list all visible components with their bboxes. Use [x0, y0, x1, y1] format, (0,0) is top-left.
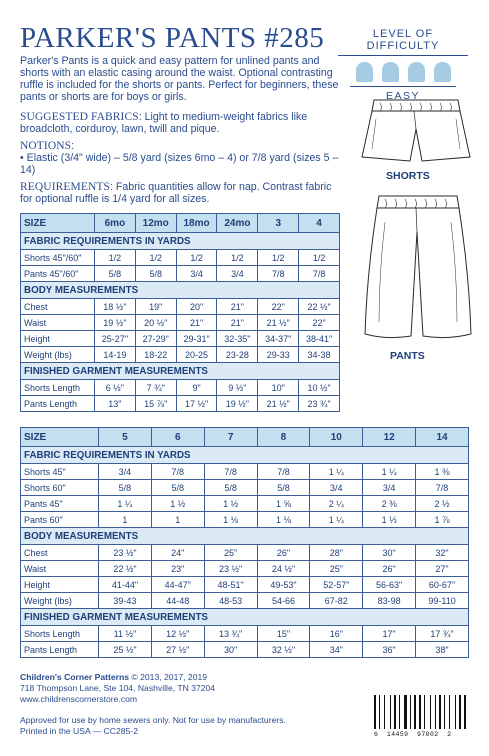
barcode-bar [455, 695, 456, 729]
table-cell: 21" [176, 315, 217, 331]
table-cell: 6 ½" [95, 380, 136, 396]
website-link[interactable]: www.childrenscornerstore.com [20, 694, 138, 704]
requirements-heading: REQUIREMENTS [20, 181, 111, 193]
table-cell: 1 ⅜ [416, 464, 469, 480]
size-label: SIZE [21, 428, 99, 447]
table-cell: 99-110 [416, 593, 469, 609]
table-cell: 67-82 [310, 593, 363, 609]
section-header: BODY MEASUREMENTS [21, 528, 469, 545]
barcode [372, 695, 472, 741]
table-cell: 1 ¼ [310, 464, 363, 480]
thimble-icon [434, 62, 451, 82]
barcode-bar [451, 695, 454, 729]
table-cell: 20-25 [176, 347, 217, 363]
table-cell: 26" [363, 561, 416, 577]
table-cell: 1/2 [217, 250, 258, 266]
size-chart-child [20, 427, 469, 658]
size-row [21, 214, 340, 233]
barcode-bar [414, 695, 416, 729]
row-label: Shorts Length [21, 626, 99, 642]
table-cell: 52-57" [310, 577, 363, 593]
barcode-bar [444, 695, 445, 729]
table-cell: 13" [95, 396, 136, 412]
table-row [21, 577, 469, 593]
table-cell: 2 ½ [416, 496, 469, 512]
row-label: Shorts 45" [21, 464, 99, 480]
difficulty-label: LEVEL OF DIFFICULTY [338, 28, 468, 56]
barcode-bar [426, 695, 429, 729]
table-cell: 17 ½" [176, 396, 217, 412]
table-cell: 27" [416, 561, 469, 577]
table-cell: 23-28 [217, 347, 258, 363]
barcode-bar [379, 695, 380, 729]
barcode-bar [439, 695, 441, 729]
table-row [21, 561, 469, 577]
row-label: Weight (lbs) [21, 593, 99, 609]
barcode-bar [394, 695, 396, 729]
table-cell: 1 ⅝ [257, 496, 310, 512]
table-cell: 11 ½" [99, 626, 152, 642]
table-cell: 18-22 [135, 347, 176, 363]
suggested-fabrics-section [20, 111, 340, 135]
row-label: Shorts 60" [21, 480, 99, 496]
barcode-digit: 2 [447, 731, 452, 738]
printed-text: Printed in the USA — CC285-2 [20, 726, 138, 736]
row-label: Chest [21, 299, 95, 315]
table-cell: 19 ½" [217, 396, 258, 412]
table-cell: 5/8 [151, 480, 204, 496]
size-cell: 7 [204, 428, 257, 447]
barcode-bar [417, 695, 418, 729]
barcode-bars [372, 695, 472, 731]
table-cell: 23 ½" [204, 561, 257, 577]
table-cell: 1/2 [176, 250, 217, 266]
table-row [21, 380, 340, 396]
barcode-bar [424, 695, 425, 729]
table-cell: 44-48 [151, 593, 204, 609]
barcode-digits: 14459 [386, 731, 409, 738]
thimble-icon [356, 62, 373, 82]
table-row [21, 396, 340, 412]
size-cell: 18mo [176, 214, 217, 233]
table-cell: 23 ½" [99, 545, 152, 561]
table-cell: 49-53" [257, 577, 310, 593]
row-label: Height [21, 331, 95, 347]
section-header: BODY MEASUREMENTS [21, 282, 340, 299]
table-cell: 1/2 [95, 250, 136, 266]
difficulty-divider [350, 86, 456, 87]
table-row [21, 315, 340, 331]
table-cell: 21 ½" [258, 396, 299, 412]
table-cell: 38-41" [299, 331, 340, 347]
barcode-bar [432, 695, 434, 729]
intro-paragraph: Parker's Pants is a quick and easy pattern for unlined pants and shorts with an elastic casing around the waist. Optional contrasting ruffle is included for the shorts or pants. Perfect for beginners, these pants or shorts are for boys or girls. [20, 55, 339, 103]
table-cell: 19" [135, 299, 176, 315]
table-cell: 24 ½" [257, 561, 310, 577]
table-cell: 21" [217, 315, 258, 331]
table-cell: 13 ¾" [204, 626, 257, 642]
barcode-bar [419, 695, 421, 729]
requirements-section [20, 181, 340, 205]
table-cell: 22" [258, 299, 299, 315]
pattern-title: PARKER'S PANTS #285 [20, 22, 325, 54]
row-label: Waist [21, 315, 95, 331]
table-row [21, 480, 469, 496]
barcode-bar [404, 695, 407, 729]
table-row [21, 464, 469, 480]
thimble-icon [408, 62, 425, 82]
barcode-bar [381, 695, 383, 729]
table-cell: 1 [99, 512, 152, 528]
row-label: Pants 45"/60" [21, 266, 95, 282]
copyright: © 2013, 2017, 2019 [129, 672, 208, 682]
table-cell: 32-35" [217, 331, 258, 347]
size-cell: 4 [299, 214, 340, 233]
table-cell: 17" [363, 626, 416, 642]
size-cell: 10 [310, 428, 363, 447]
table-cell: 30" [204, 642, 257, 658]
section-header: FABRIC REQUIREMENTS IN YARDS [21, 447, 469, 464]
difficulty-panel [338, 28, 468, 102]
barcode-bar [467, 695, 468, 729]
size-cell: 8 [257, 428, 310, 447]
row-label: Pants 45" [21, 496, 99, 512]
table-cell: 26" [257, 545, 310, 561]
shorts-illustration [356, 95, 476, 165]
table-cell: 34" [310, 642, 363, 658]
table-cell: 1 ⅞ [416, 512, 469, 528]
notions-heading: NOTIONS [20, 140, 72, 152]
table-cell: 22 ½" [299, 299, 340, 315]
barcode-bar [435, 695, 436, 729]
suggested-fabrics-heading: SUGGESTED FABRICS [20, 111, 139, 123]
barcode-bar [386, 695, 389, 729]
table-cell: 29-31" [176, 331, 217, 347]
table-row [21, 496, 469, 512]
table-cell: 25" [204, 545, 257, 561]
table-cell: 54-66 [257, 593, 310, 609]
table-cell: 23 ¾" [299, 396, 340, 412]
table-cell: 21" [217, 299, 258, 315]
table-cell: 1 ¼ [363, 464, 416, 480]
table-cell: 56-63" [363, 577, 416, 593]
table-cell: 20" [176, 299, 217, 315]
thimble-icon [382, 62, 399, 82]
shorts-label: SHORTS [386, 170, 430, 182]
size-cell: 6mo [95, 214, 136, 233]
table-row [21, 299, 340, 315]
row-label: Pants Length [21, 642, 99, 658]
table-cell: 60-67" [416, 577, 469, 593]
table-cell: 2 ⅜ [363, 496, 416, 512]
barcode-bar [457, 695, 458, 729]
table-row [21, 545, 469, 561]
table-cell: 1/2 [135, 250, 176, 266]
table-cell: 28" [310, 545, 363, 561]
table-row [21, 512, 469, 528]
table-cell: 29-33 [258, 347, 299, 363]
table-row [21, 593, 469, 609]
size-cell: 12 [363, 428, 416, 447]
table-row [21, 266, 340, 282]
table-cell: 7/8 [151, 464, 204, 480]
notions-section [20, 140, 340, 176]
table-cell: 41-44" [99, 577, 152, 593]
table-row [21, 347, 340, 363]
table-cell: 44-47" [151, 577, 204, 593]
barcode-bar [397, 695, 398, 729]
pants-label: PANTS [390, 350, 425, 362]
row-label: Chest [21, 545, 99, 561]
table-cell: 27-29" [135, 331, 176, 347]
table-cell: 1/2 [299, 250, 340, 266]
table-cell: 1/2 [258, 250, 299, 266]
table-cell: 48-51" [204, 577, 257, 593]
table-cell: 1 [151, 512, 204, 528]
size-cell: 6 [151, 428, 204, 447]
table-cell: 5/8 [257, 480, 310, 496]
barcode-bar [437, 695, 438, 729]
notions-colon: : [71, 140, 75, 152]
table-cell: 1 ⅓ [363, 512, 416, 528]
table-cell: 22 ½" [99, 561, 152, 577]
barcode-bar [401, 695, 403, 729]
table-cell: 2 ¼ [310, 496, 363, 512]
size-cell: 12mo [135, 214, 176, 233]
row-label: Pants Length [21, 396, 95, 412]
table-cell: 25 ½" [99, 642, 152, 658]
table-cell: 25-27" [95, 331, 136, 347]
table-cell: 27 ½" [151, 642, 204, 658]
size-cell: 14 [416, 428, 469, 447]
table-cell: 1 ⅛ [204, 512, 257, 528]
table-cell: 1 ¼ [99, 496, 152, 512]
table-cell: 15" [257, 626, 310, 642]
pants-illustration [359, 192, 477, 344]
size-chart-infant [20, 213, 340, 412]
barcode-number [372, 731, 472, 738]
size-row [21, 428, 469, 447]
table-cell: 7 ¾" [135, 380, 176, 396]
table-cell: 3/4 [310, 480, 363, 496]
size-cell: 3 [258, 214, 299, 233]
table-cell: 14-19 [95, 347, 136, 363]
barcode-bar [446, 695, 448, 729]
section-header: FINISHED GARMENT MEASUREMENTS [21, 363, 340, 380]
address: 718 Thompson Lane, Ste 104, Nashville, TN 37204 [20, 683, 216, 693]
table-cell: 5/8 [204, 480, 257, 496]
size-cell: 24mo [217, 214, 258, 233]
barcode-bar [464, 695, 466, 729]
table-cell: 7/8 [416, 480, 469, 496]
barcode-bar [377, 695, 378, 729]
requirements-text: : Fabric quantities allow for nap. Contrast fabric for optional ruffle is 1/4 yard for all sizes. [20, 181, 332, 205]
section-header: FABRIC REQUIREMENTS IN YARDS [21, 233, 340, 250]
table-cell: 9" [176, 380, 217, 396]
suggested-fabrics-text: : Light to medium-weight fabrics like broadcloth, corduroy, lawn, twill and pique. [20, 111, 308, 135]
table-cell: 16" [310, 626, 363, 642]
table-cell: 5/8 [99, 480, 152, 496]
barcode-bar [459, 695, 461, 729]
row-label: Weight (lbs) [21, 347, 95, 363]
table-cell: 32 ½" [257, 642, 310, 658]
barcode-bar [374, 695, 376, 729]
size-label: SIZE [21, 214, 95, 233]
approved-text: Approved for use by home sewers only. Not for use by manufacturers. [20, 715, 286, 725]
row-label: Shorts Length [21, 380, 95, 396]
table-cell: 1 ⅛ [257, 512, 310, 528]
row-label: Shorts 45"/60" [21, 250, 95, 266]
table-cell: 1 ½ [204, 496, 257, 512]
barcode-bar [462, 695, 463, 729]
barcode-bar [449, 695, 450, 729]
barcode-bar [392, 695, 393, 729]
table-cell: 1 ¼ [310, 512, 363, 528]
table-cell: 17 ¾" [416, 626, 469, 642]
row-label: Waist [21, 561, 99, 577]
table-cell: 25" [310, 561, 363, 577]
table-cell: 3/4 [99, 464, 152, 480]
barcode-digits: 97002 [417, 731, 439, 738]
table-row [21, 626, 469, 642]
usage-notice [20, 715, 286, 737]
barcode-bar [384, 695, 385, 729]
table-cell: 30" [363, 545, 416, 561]
table-cell: 3/4 [363, 480, 416, 496]
table-cell: 9 ½" [217, 380, 258, 396]
table-cell: 21 ½" [258, 315, 299, 331]
barcode-bar [442, 695, 443, 729]
table-cell: 3/4 [217, 266, 258, 282]
barcode-bar [408, 695, 409, 729]
table-cell: 10 ½" [299, 380, 340, 396]
table-cell: 34-37" [258, 331, 299, 347]
row-label: Height [21, 577, 99, 593]
section-header: FINISHED GARMENT MEASUREMENTS [21, 609, 469, 626]
table-cell: 83-98 [363, 593, 416, 609]
publisher-info [20, 672, 215, 705]
table-cell: 23" [151, 561, 204, 577]
table-row [21, 250, 340, 266]
table-cell: 7/8 [299, 266, 340, 282]
table-cell: 19 ½" [95, 315, 136, 331]
barcode-bar [410, 695, 411, 729]
table-cell: 15 ⅞" [135, 396, 176, 412]
table-cell: 39-43 [99, 593, 152, 609]
table-cell: 7/8 [257, 464, 310, 480]
table-cell: 5/8 [95, 266, 136, 282]
table-cell: 10" [258, 380, 299, 396]
company-name: Children's Corner Patterns [20, 672, 130, 682]
barcode-bar [390, 695, 391, 729]
thimble-rating [338, 62, 468, 82]
table-cell: 1 ½ [151, 496, 204, 512]
barcode-bar [412, 695, 413, 729]
barcode-bar [422, 695, 423, 729]
row-label: Pants 60" [21, 512, 99, 528]
table-cell: 36" [363, 642, 416, 658]
barcode-digit: 6 [374, 731, 379, 738]
table-cell: 5/8 [135, 266, 176, 282]
size-cell: 5 [99, 428, 152, 447]
table-cell: 3/4 [176, 266, 217, 282]
table-cell: 34-38 [299, 347, 340, 363]
barcode-bar [430, 695, 431, 729]
difficulty-level: EASY [385, 90, 420, 102]
table-cell: 22" [299, 315, 340, 331]
table-cell: 18 ½" [95, 299, 136, 315]
table-cell: 7/8 [258, 266, 299, 282]
notions-item: • Elastic (3/4" wide) – 5/8 yard (sizes 6mo – 4) or 7/8 yard (sizes 5 – 14) [20, 152, 339, 176]
table-row [21, 331, 340, 347]
table-cell: 48-53 [204, 593, 257, 609]
table-cell: 24" [151, 545, 204, 561]
table-row [21, 642, 469, 658]
table-cell: 20 ½" [135, 315, 176, 331]
table-cell: 38" [416, 642, 469, 658]
barcode-bar [399, 695, 400, 729]
table-cell: 12 ½" [151, 626, 204, 642]
table-cell: 7/8 [204, 464, 257, 480]
table-cell: 32" [416, 545, 469, 561]
